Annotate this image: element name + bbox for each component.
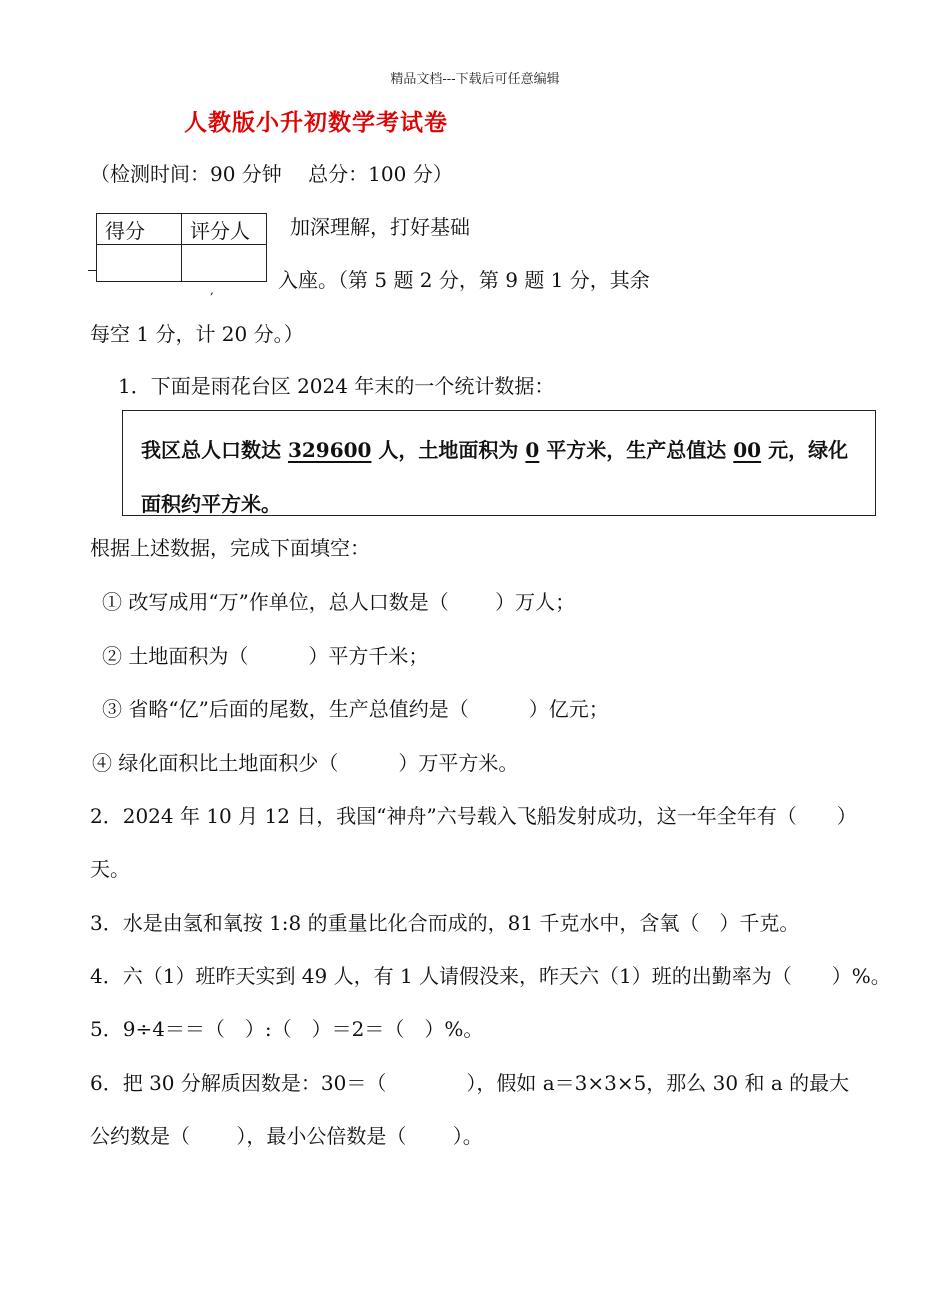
score-header: 得分 — [97, 214, 182, 245]
q1-box-text: 人，土地面积为 — [371, 438, 526, 462]
section-instructions-line2: 每空 1 分，计 20 分。） — [90, 322, 304, 346]
q2-line2: 天。 — [90, 857, 130, 881]
q1-item: ② 土地面积为（ ）平方千米； — [102, 644, 429, 668]
score-table — [96, 213, 267, 282]
q1-item: ④ 绿化面积比土地面积少（ ）万平方米。 — [92, 751, 519, 775]
q5: 5．9÷4＝＝（ ）:（ ）＝2＝（ ）%。 — [90, 1017, 484, 1041]
grader-header: 评分人 — [182, 214, 267, 245]
q1-item: ① 改写成用“万”作单位，总人口数是（ ）万人； — [102, 590, 576, 614]
stray-mark — [88, 270, 96, 271]
area-value: 0 — [525, 438, 540, 462]
section-heading: 加深理解，打好基础 — [290, 215, 470, 239]
q1-data-box — [122, 410, 876, 516]
q4: 4．六（1）班昨天实到 49 人，有 1 人请假没来，昨天六（1）班的出勤率为（ ）%。 — [90, 964, 891, 988]
q2-line1: 2．2024 年 10 月 12 日，我国“神舟”六号载入飞船发射成功，这一年全年有（ ） — [90, 804, 857, 828]
header-note: 精品文档---下载后可任意编辑 — [390, 72, 560, 87]
q1-box-text: 我区总人口数达 — [141, 438, 288, 462]
stray-comma: , — [210, 283, 214, 297]
q1-box-text: 元，绿化面积约平方米。 — [141, 438, 849, 516]
q1-instruction: 根据上述数据，完成下面填空： — [90, 536, 370, 560]
q1-item: ③ 省略“亿”后面的尾数，生产总值约是（ ）亿元； — [102, 697, 609, 721]
q6-line1: 6．把 30 分解质因数是：30＝（ ），假如 a＝3×3×5，那么 30 和 a 的最大 — [90, 1071, 850, 1095]
q1-stem: 1．下面是雨花台区 2024 年末的一个统计数据： — [118, 374, 555, 398]
section-instructions-line1: 入座。（第 5 题 2 分，第 9 题 1 分，其余 — [278, 268, 650, 292]
q1-box-text: 平方米，生产总值达 — [539, 438, 734, 462]
q6-line2: 公约数是（ ），最小公倍数是（ ）。 — [90, 1124, 483, 1148]
population-value: 329600 — [287, 438, 372, 462]
gdp-value: 00 — [733, 438, 762, 462]
grader-cell — [182, 245, 267, 282]
q3: 3．水是由氢和氧按 1:8 的重量比化合而成的，81 千克水中，含氧（ ）千克。 — [90, 911, 800, 935]
score-cell — [97, 245, 182, 282]
exam-time-info: （检测时间：90 分钟 总分：100 分） — [90, 162, 453, 186]
exam-title: 人教版小升初数学考试卷 — [184, 109, 448, 136]
